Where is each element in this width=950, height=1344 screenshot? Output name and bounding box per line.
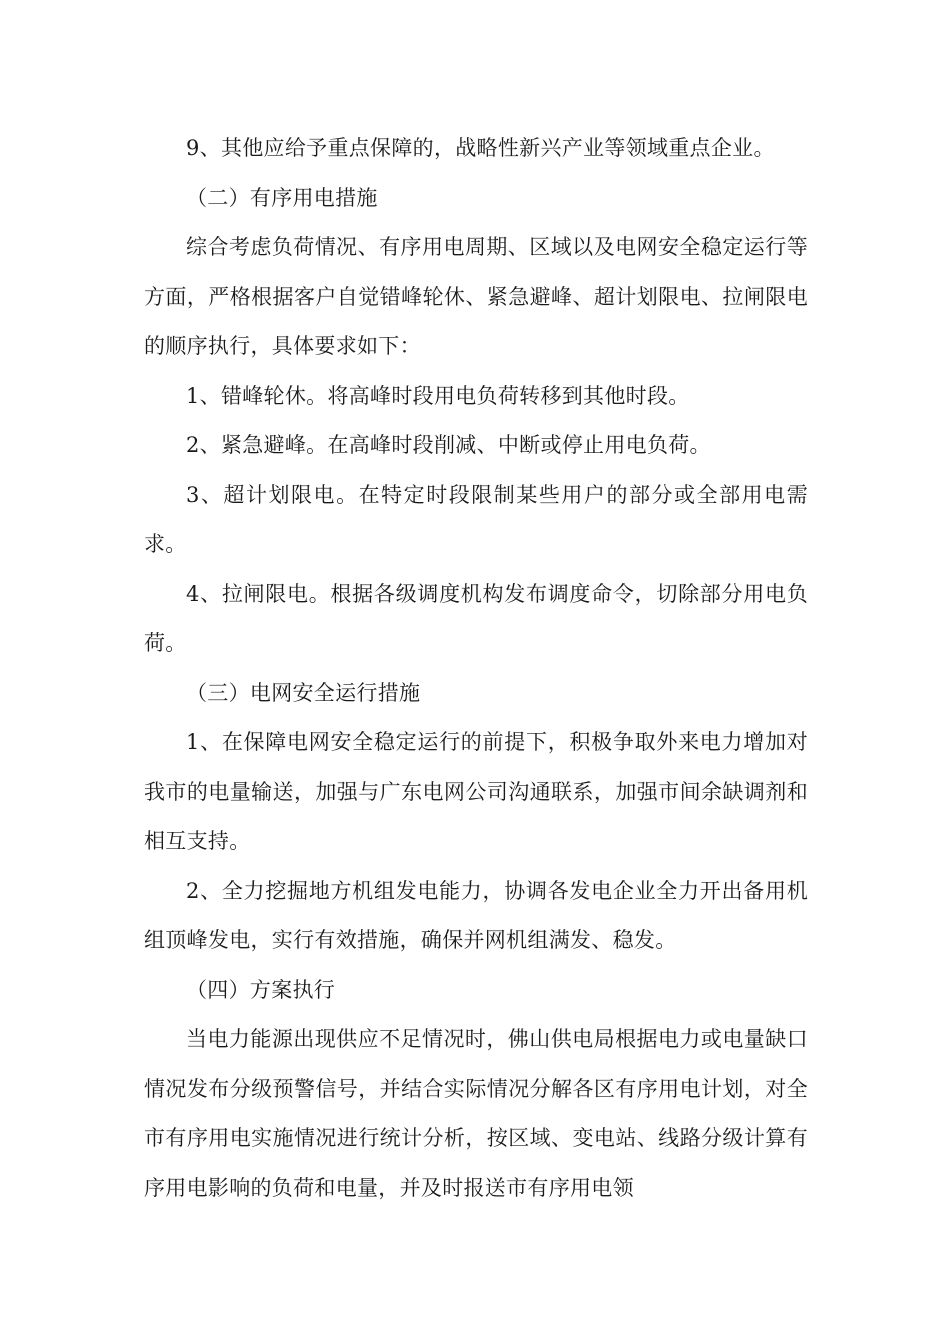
- paragraph-overview: 综合考虑负荷情况、有序用电周期、区域以及电网安全稳定运行等方面，严格根据客户自觉错峰轮休、紧急避峰、超计划限电、拉闸限电的顺序执行，具体要求如下：: [144, 235, 808, 358]
- paragraph-item-2-emergency-avoidance: 2、紧急避峰。在高峰时段削减、中断或停止用电负荷。: [186, 433, 711, 457]
- section-heading-ordered-power-measures: （二）有序用电措施: [186, 185, 378, 210]
- section-heading-grid-safety: （三）电网安全运行措施: [186, 680, 421, 705]
- paragraph-grid-item-1: 1、在保障电网安全稳定运行的前提下，积极争取外来电力增加对我市的电量输送，加强与广东电网公司沟通联系，加强市间余缺调剂和相互支持。: [144, 730, 808, 853]
- paragraph-item-3-over-plan-limit: 3、超计划限电。在特定时段限制某些用户的部分或全部用电需求。: [144, 482, 808, 556]
- paragraph-plan-execution: 当电力能源出现供应不足情况时，佛山供电局根据电力或电量缺口情况发布分级预警信号，并结合实际情况分解各区有序用电计划，对全市有序用电实施情况进行统计分析，按区域、变电站、线路分级计算有序用电影响的负荷和电量，并及时报送市有序用电领: [144, 1027, 808, 1200]
- paragraph-grid-item-2: 2、全力挖掘地方机组发电能力，协调各发电企业全力开出备用机组顶峰发电，实行有效措施，确保并网机组满发、稳发。: [144, 878, 808, 952]
- document-body: [144, 124, 808, 1213]
- paragraph-item-1-peak-shifting: 1、错峰轮休。将高峰时段用电负荷转移到其他时段。: [186, 383, 690, 408]
- paragraph-item-9: 9、其他应给予重点保障的，战略性新兴产业等领域重点企业。: [186, 136, 775, 160]
- section-heading-plan-execution: （四）方案执行: [186, 977, 336, 1002]
- paragraph-item-4-switch-off-limit: 4、拉闸限电。根据各级调度机构发布调度命令，切除部分用电负荷。: [144, 581, 808, 655]
